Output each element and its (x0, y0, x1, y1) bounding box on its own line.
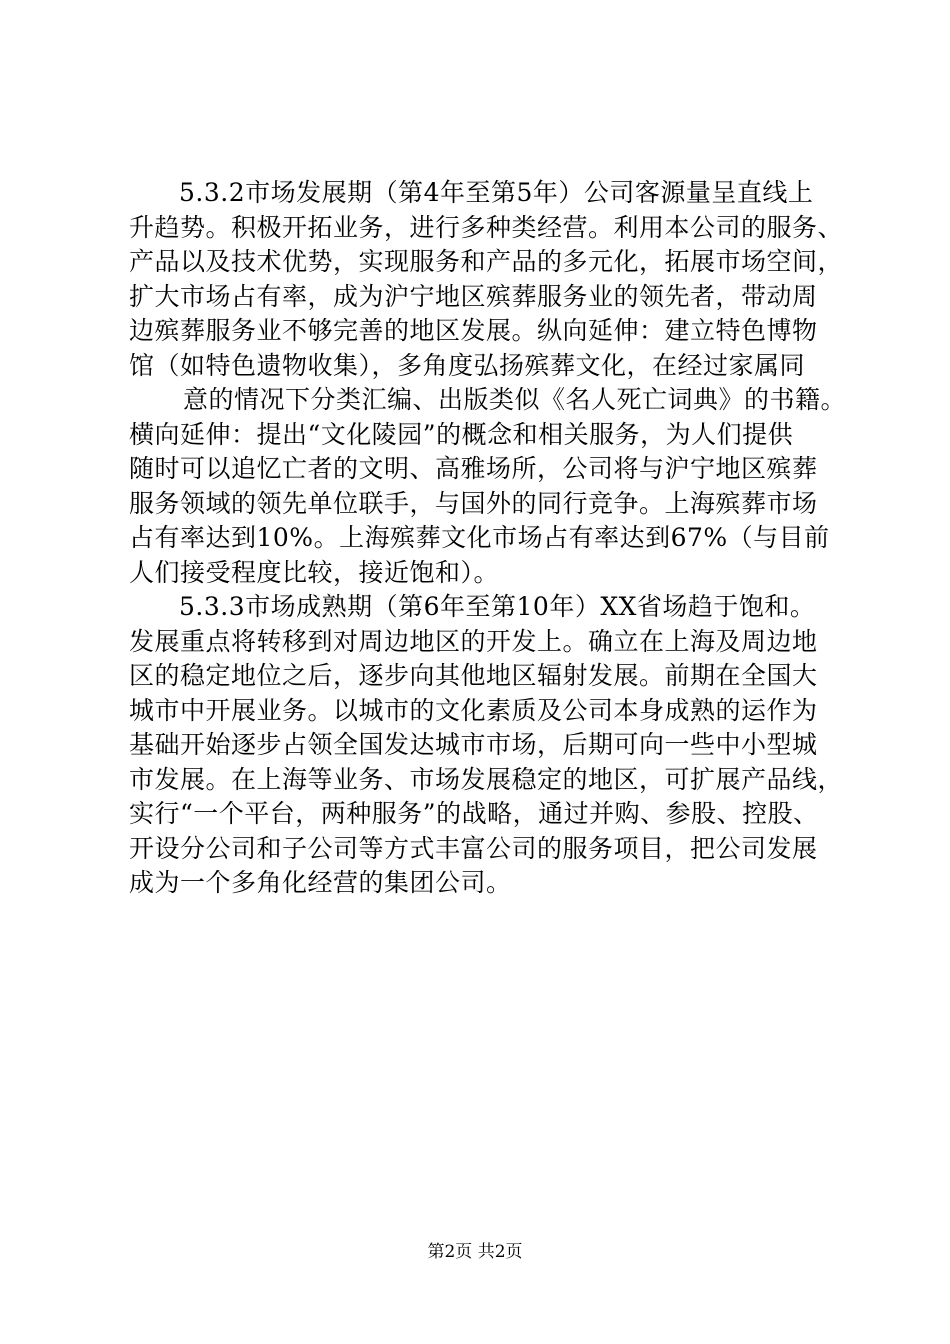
text-line: 随时可以追忆亡者的文明、高雅场所，公司将与沪宁地区殡葬 (129, 454, 818, 483)
text-line: 5.3.3市场成熟期（第6年至第10年）XX省场趋于饱和。 (179, 592, 816, 621)
text-line: 人们接受程度比较，接近饱和）。 (129, 557, 500, 587)
text-line: 馆（如特色遗物收集），多角度弘扬殡葬文化，在经过家属同 (129, 350, 806, 380)
text-line: 服务领域的领先单位联手，与国外的同行竞争。上海殡葬市场 (129, 488, 818, 518)
text-line: 5.3.2市场发展期（第4年至第5年）公司客源量呈直线上 (179, 178, 814, 207)
text-line: 城市中开展业务。以城市的文化素质及公司本身成熟的运作为 (129, 695, 818, 725)
text-line: 产品以及技术优势，实现服务和产品的多元化，拓展市场空间， (129, 247, 844, 276)
page-footer (0, 1240, 950, 1264)
text-line: 市发展。在上海等业务、市场发展稳定的地区，可扩展产品线， (129, 764, 844, 794)
body-text (129, 176, 849, 901)
text-line: 升趋势。积极开拓业务，进行多种类经营。利用本公司的服务、 (129, 212, 844, 242)
text-line: 发展重点将转移到对周边地区的开发上。确立在上海及周边地 (129, 626, 818, 656)
text-line: 边殡葬服务业不够完善的地区发展。纵向延伸：建立特色博物 (129, 316, 818, 345)
text-line: 实行“一个平台，两种服务”的战略，通过并购、参股、控股、 (129, 799, 819, 828)
text-line: 基础开始逐步占领全国发达城市市场，后期可向一些中小型城 (129, 730, 818, 759)
text-line: 开设分公司和子公司等方式丰富公司的服务项目，把公司发展 (129, 833, 818, 863)
text-line: 区的稳定地位之后，逐步向其他地区辐射发展。前期在全国大 (129, 661, 818, 690)
text-line: 占有率达到10%。上海殡葬文化市场占有率达到67%（与目前 (129, 523, 830, 552)
text-line: 扩大市场占有率，成为沪宁地区殡葬服务业的领先者，带动周 (129, 281, 818, 311)
text-line: 成为一个多角化经营的集团公司。 (129, 868, 512, 897)
text-line: 意的情况下分类汇编、出版类似《名人死亡词典》的书籍。 (183, 385, 847, 414)
page-number-label: 第2页 共2页 (427, 1242, 523, 1262)
text-line: 横向延伸：提出“文化陵园”的概念和相关服务，为人们提供 (129, 419, 794, 449)
